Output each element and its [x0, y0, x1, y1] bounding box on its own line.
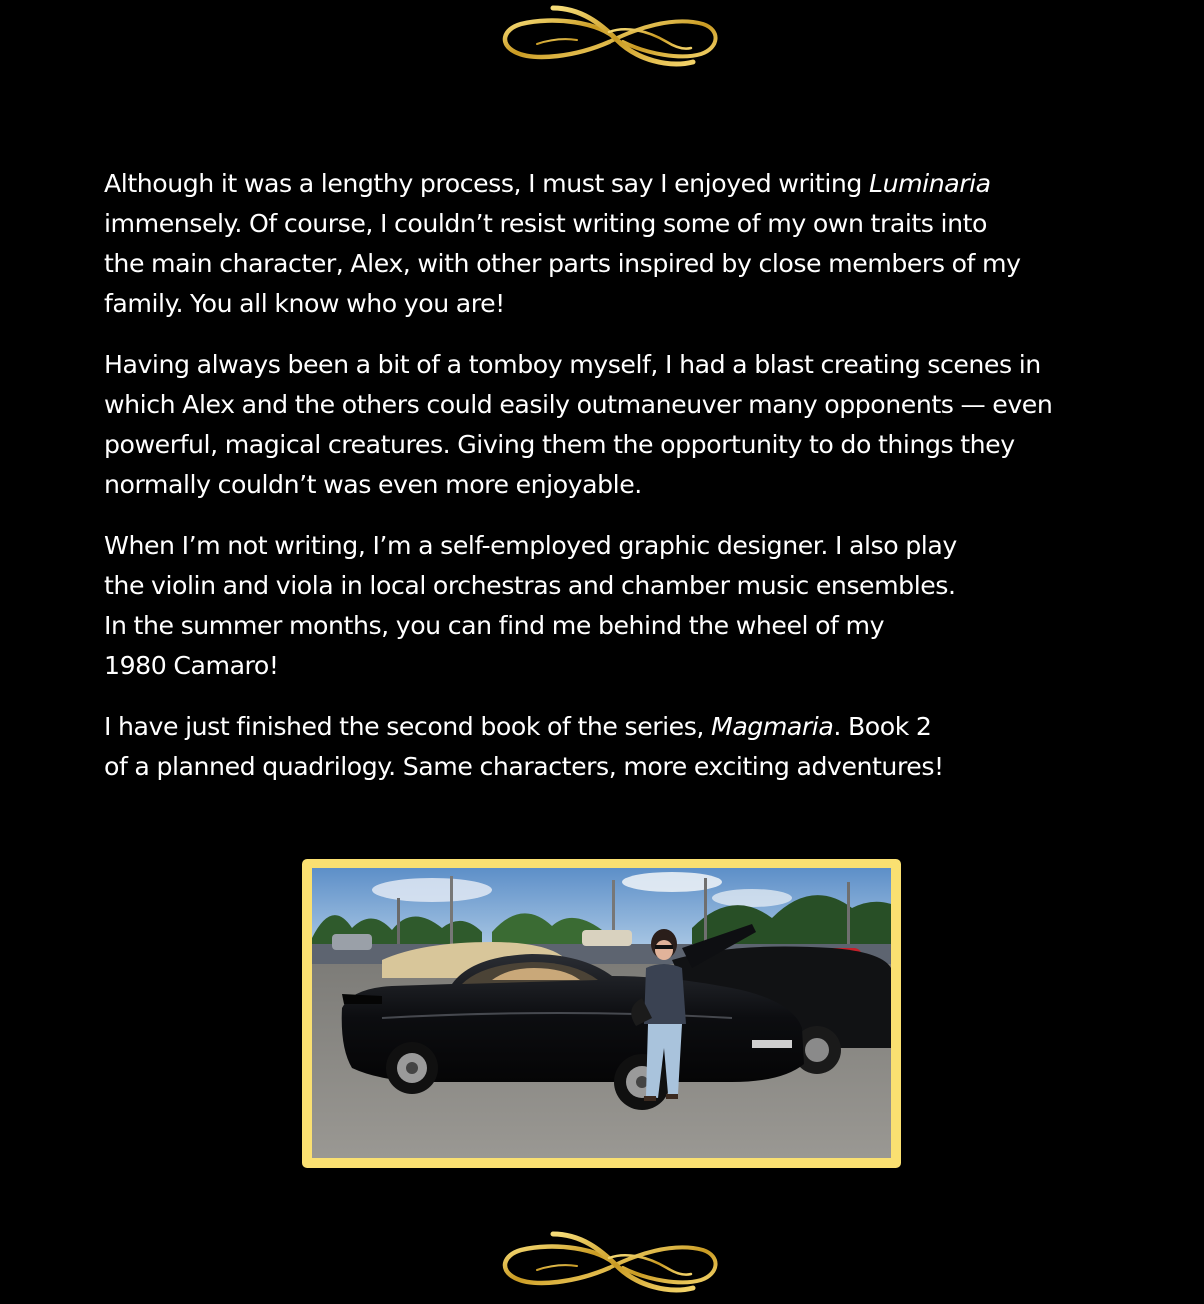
- text-run: the main character, Alex, with other parts inspired by close members of my: [104, 249, 1021, 278]
- author-bio-text: [104, 164, 1104, 808]
- text-run: Having always been a bit of a tomboy myself, I had a blast creating scenes in: [104, 350, 1041, 379]
- book-title: Magmaria: [711, 712, 834, 741]
- bio-paragraph-4: [104, 707, 1104, 787]
- text-run: normally couldn’t was even more enjoyable.: [104, 470, 642, 499]
- bio-paragraph-2: [104, 345, 1104, 505]
- text-run: Although it was a lengthy process, I must say I enjoyed writing: [104, 169, 869, 198]
- book-title: Luminaria: [868, 169, 991, 198]
- text-run: . Book 2: [833, 712, 932, 741]
- text-run: powerful, magical creatures. Giving them the opportunity to do things they: [104, 430, 1015, 459]
- bio-paragraph-3: [104, 526, 1104, 686]
- text-run: of a planned quadrilogy. Same characters, more exciting adventures!: [104, 752, 944, 781]
- author-photo-frame: [302, 859, 901, 1168]
- text-run: In the summer months, you can find me behind the wheel of my: [104, 611, 885, 640]
- text-run: 1980 Camaro!: [104, 651, 279, 680]
- flourish-ornament-bottom-icon: [497, 1228, 721, 1300]
- text-run: the violin and viola in local orchestras and chamber music ensembles.: [104, 571, 956, 600]
- author-camaro-photo: [312, 868, 891, 1158]
- text-run: When I’m not writing, I’m a self-employed graphic designer. I also play: [104, 531, 957, 560]
- flourish-ornament-top-icon: [497, 2, 721, 74]
- text-run: I have just finished the second book of the series,: [104, 712, 712, 741]
- text-run: family. You all know who you are!: [104, 289, 505, 318]
- bio-paragraph-1: [104, 164, 1104, 324]
- text-run: immensely. Of course, I couldn’t resist writing some of my own traits into: [104, 209, 987, 238]
- text-run: which Alex and the others could easily outmaneuver many opponents — even: [104, 390, 1053, 419]
